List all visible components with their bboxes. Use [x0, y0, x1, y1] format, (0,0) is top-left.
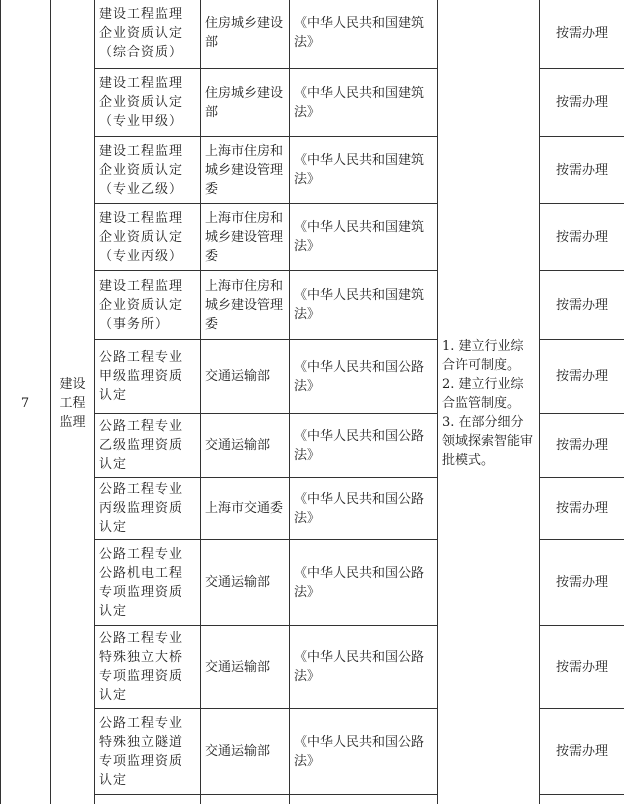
schedule: 按需办理: [555, 25, 608, 41]
schedule-cell: [540, 626, 624, 709]
department: 上海市住房和城乡建设管理委: [205, 278, 284, 332]
department: 上海市住房和城乡建设管理委: [205, 210, 284, 264]
item-name-cell: [95, 414, 201, 478]
item-name-cell: [95, 478, 201, 540]
item-name: 公路工程专业公路机电工程专项监理资质认定: [99, 546, 184, 619]
group-number: 7: [20, 396, 31, 411]
item-name: 公路工程专业乙级监理资质认定: [99, 419, 184, 472]
schedule: 按需办理: [555, 162, 608, 178]
legal-basis: 《中华人民共和国建筑法》: [294, 153, 425, 187]
schedule: 按需办理: [555, 501, 608, 516]
department: 交通运输部: [205, 369, 271, 384]
schedule: 按需办理: [555, 438, 608, 453]
legal-basis: 《中华人民共和国公路法》: [294, 491, 425, 526]
legal-basis-cell: [290, 478, 438, 540]
department: 住房城乡建设部: [205, 85, 284, 120]
legal-basis: 《中华人民共和国公路法》: [294, 359, 425, 394]
table-body: [1, 0, 624, 804]
item-name: 公路工程专业丙级监理资质认定: [99, 482, 184, 535]
department-cell: [201, 540, 290, 626]
department-cell: [201, 0, 290, 69]
schedule-cell: [540, 709, 624, 795]
item-name: 公路工程专业特殊独立大桥专项监理资质认定: [99, 631, 184, 703]
legal-basis-cell: [290, 69, 438, 137]
schedule-cell: [540, 0, 624, 69]
legal-basis: 《中华人民共和国建筑法》: [294, 16, 425, 50]
department: 上海市交通委: [205, 501, 284, 516]
reform-measure-1: 1. 建立行业综合许可制度。: [442, 339, 524, 373]
legal-basis: 《中华人民共和国公路法》: [294, 734, 425, 769]
item-name-cell: [95, 340, 201, 414]
group-number-cell: [1, 0, 51, 804]
item-name: 建设工程监理企业资质认定（专业丙级）: [99, 210, 184, 264]
item-name-cell: [95, 69, 201, 137]
legal-basis-cell: [290, 137, 438, 204]
department-cell: [201, 137, 290, 204]
item-name-cell: [95, 204, 201, 271]
legal-basis-cell: [290, 626, 438, 709]
legal-basis: 《中华人民共和国建筑法》: [294, 85, 425, 120]
legal-basis-cell: [290, 540, 438, 626]
department-cell: [201, 204, 290, 271]
table-row: [1, 0, 624, 69]
legal-basis-cell: [290, 204, 438, 271]
legal-basis: 《中华人民共和国公路法》: [294, 650, 425, 684]
item-name-cell: [95, 271, 201, 340]
schedule-cell: [540, 137, 624, 204]
schedule-cell: [540, 540, 624, 626]
department-cell: [201, 69, 290, 137]
schedule-cell: [540, 204, 624, 271]
reform-measures-cell: [438, 0, 540, 804]
department-cell: [201, 271, 290, 340]
schedule: 按需办理: [555, 229, 608, 245]
item-name: 公路工程专业特殊独立隧道专项监理资质认定: [99, 715, 184, 788]
legal-basis-cell: [290, 0, 438, 69]
item-name: 建设工程监理企业资质认定（专业甲级）: [99, 76, 184, 129]
item-name-cell: [95, 626, 201, 709]
schedule: 按需办理: [555, 297, 608, 313]
department: 交通运输部: [205, 438, 271, 453]
item-name-cell: [95, 137, 201, 204]
schedule-cell: [540, 69, 624, 137]
legal-basis: 《中华人民共和国公路法》: [294, 565, 425, 600]
item-name: 建设工程监理企业资质认定（事务所）: [99, 278, 184, 332]
schedule-cell: [540, 795, 624, 804]
legal-basis-cell: [290, 795, 438, 804]
item-name: 公路工程专业甲级监理资质认定: [99, 350, 184, 403]
item-name: 建设工程监理企业资质认定（专业乙级）: [99, 143, 184, 197]
legal-basis-cell: [290, 271, 438, 340]
department: 交通运输部: [205, 744, 271, 759]
department: 上海市住房和城乡建设管理委: [205, 143, 284, 197]
department-cell: [201, 709, 290, 795]
item-name-cell: [95, 795, 201, 804]
legal-basis-cell: [290, 340, 438, 414]
schedule-cell: [540, 271, 624, 340]
schedule-cell: [540, 478, 624, 540]
schedule: 按需办理: [555, 575, 608, 590]
item-name: 建设工程监理企业资质认定（综合资质）: [99, 6, 184, 60]
department: 交通运输部: [205, 659, 271, 675]
schedule: 按需办理: [555, 95, 608, 110]
legal-basis: 《中华人民共和国建筑法》: [294, 220, 425, 254]
group-category-cell: [51, 0, 95, 804]
reform-measure-3: 3. 在部分细分领域探索智能审批模式。: [442, 415, 534, 468]
schedule: 按需办理: [555, 744, 608, 759]
legal-basis: 《中华人民共和国建筑法》: [294, 288, 425, 322]
legal-basis-cell: [290, 709, 438, 795]
department: 交通运输部: [205, 575, 271, 590]
item-name-cell: [95, 709, 201, 795]
item-name-cell: [95, 540, 201, 626]
legal-basis-cell: [290, 414, 438, 478]
reform-measure-2: 2. 建立行业综合监管制度。: [442, 377, 524, 411]
department-cell: [201, 478, 290, 540]
department: 住房城乡建设部: [205, 16, 284, 50]
schedule: 按需办理: [555, 369, 608, 384]
group-category: 建设工程监理: [59, 377, 86, 430]
item-name-cell: [95, 0, 201, 69]
schedule: 按需办理: [555, 659, 608, 675]
schedule-cell: [540, 414, 624, 478]
legal-basis: 《中华人民共和国公路法》: [294, 428, 425, 463]
department-cell: [201, 340, 290, 414]
schedule-cell: [540, 340, 624, 414]
department-cell: [201, 795, 290, 804]
department-cell: [201, 414, 290, 478]
department-cell: [201, 626, 290, 709]
